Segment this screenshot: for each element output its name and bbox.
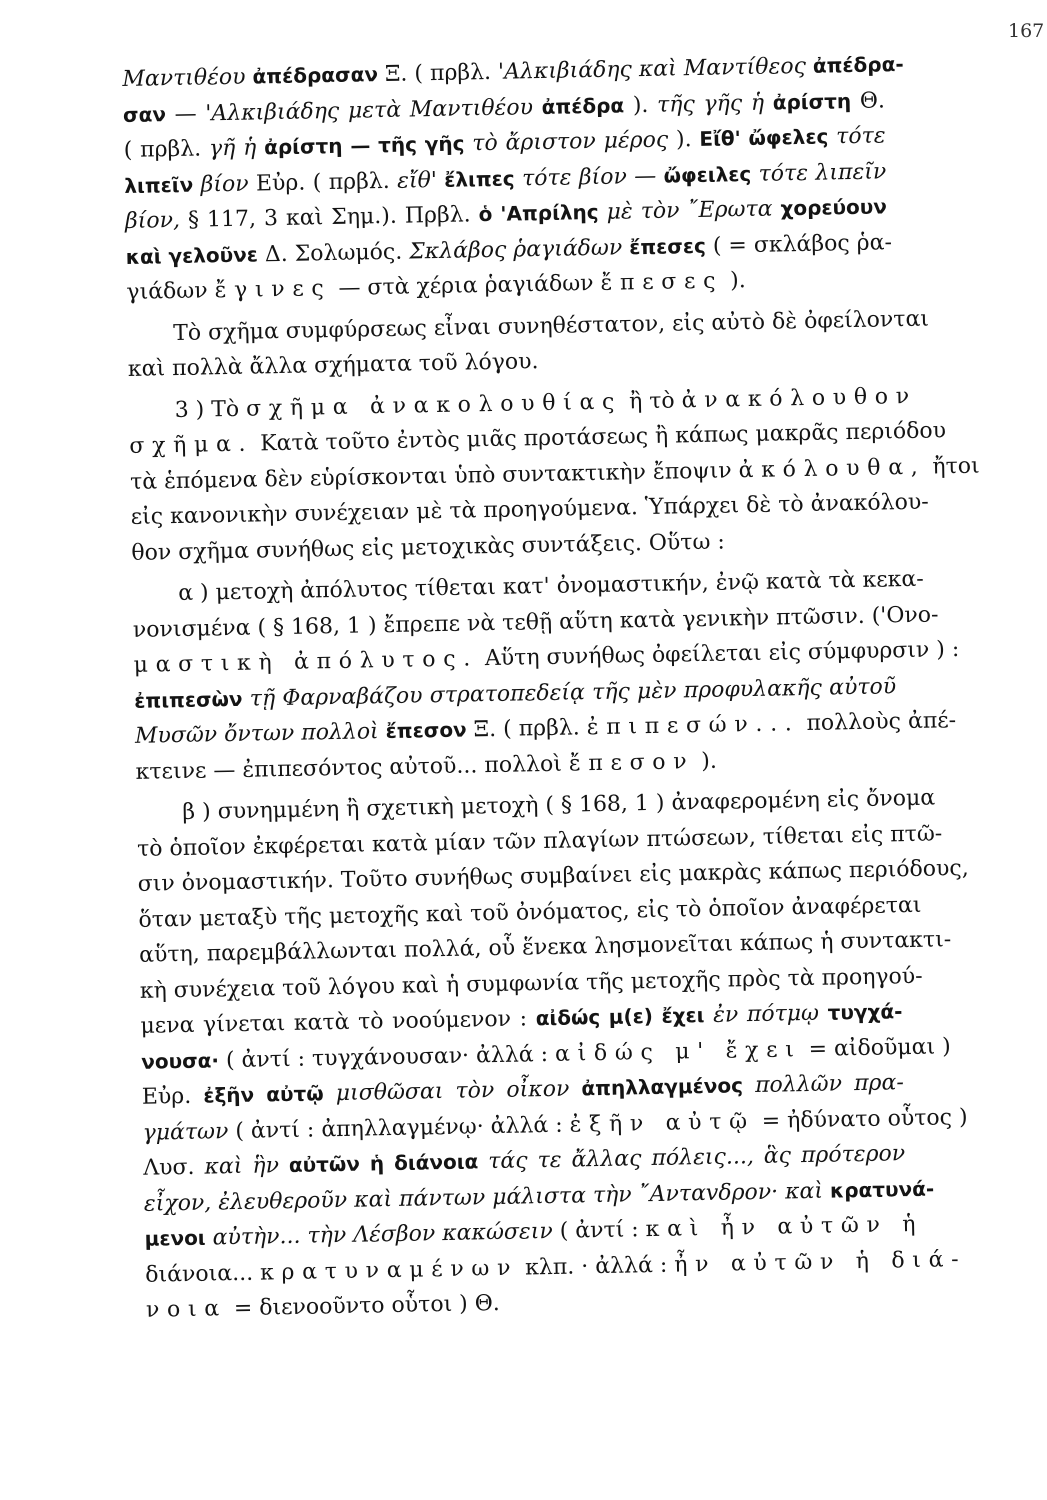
bold-text: μενοι [144, 1225, 206, 1251]
italic-text: εἴθ' [396, 167, 438, 194]
italic-text: πολλῶν πρα- [742, 1070, 904, 1099]
text-run: = ἠδύνατο οὗτος ) [754, 1104, 968, 1134]
bold-text: νουσα· [140, 1047, 220, 1074]
italic-text: καὶ ἣν [204, 1153, 280, 1180]
text-run: ). [722, 268, 746, 294]
page-number: 167 [1008, 20, 1045, 42]
bold-text: ἔπεσον [378, 717, 467, 744]
spaced-text: ἔγινες [214, 276, 332, 304]
text-run: διάνοια... [145, 1260, 261, 1288]
text-run: — στὰ χέρια ῥαγιάδων [331, 270, 601, 302]
spaced-text: καὶ ἦν αὐτῶν ἡ [645, 1211, 924, 1243]
bold-text: αἰδώς μ(ε) ἔχει [535, 1002, 705, 1031]
bold-text: αὐτῶν ἡ διάνοια [278, 1149, 479, 1178]
text-run: ( = σκλάβος ῥα- [705, 229, 893, 259]
italic-text: Μαντιθέου [122, 64, 246, 92]
italic-text: 'Αλκιβιάδης καὶ Μαντίθεος [497, 53, 807, 85]
text-run: Εὐρ. ( πρβλ. [248, 168, 398, 197]
italic-text: ἐν πότμῳ [704, 1000, 820, 1028]
bold-text: ἔλιπες [436, 165, 515, 192]
text-line: καὶ πολλὰ ἄλλα σχήματα τοῦ λόγου. [127, 349, 539, 382]
text-run: ἢ τὸ [621, 387, 682, 414]
spaced-text: ἐξῆν αὐτῷ [569, 1108, 756, 1138]
text-line: α ) μετοχὴ ἀπόλυτος τίθεται κατ' ὀνομαστικήν, ἐνῷ κατὰ τὰ κεκα- [177, 566, 924, 607]
text-run: Κατὰ τοῦτο ἐντὸς μιᾶς προτάσεως ἢ κάπως μακρᾶς περιόδου [253, 418, 947, 457]
bold-text: ἀπέδρα- [805, 51, 904, 78]
text-run: κτεινε — ἐπιπεσόντος αὐτοῦ... πολλοὶ [135, 751, 570, 785]
bold-text: ἀπηλλαγμένος [569, 1073, 744, 1101]
text-run: ). [623, 92, 658, 118]
spaced-text: ἐπιπεσών... [586, 711, 800, 741]
text-run: ). [694, 748, 718, 774]
bold-text: χορεύουν [772, 194, 888, 221]
text-run: ( ἀντί : τυγχάνουσαν· ἀλλά : [218, 1041, 556, 1073]
spaced-text: σχῆμα. [129, 431, 254, 459]
spaced-text: ἀνακόλουθον [681, 383, 918, 413]
italic-text: μὲ τὸν ῎Ερωτα [598, 196, 773, 225]
spaced-text: νοια [145, 1296, 228, 1323]
spaced-text: ἦν αὐτῶν ἡ διά- [673, 1246, 967, 1278]
text-run: ἤτοι [925, 453, 980, 480]
text-run: Λυσ. [143, 1154, 205, 1181]
italic-text: Μυσῶν ὄντων πολλοὶ [134, 719, 379, 749]
text-run: μενα γίνεται κατὰ τὸ νοούμενον : [140, 1006, 536, 1039]
text-line: θον σχῆμα συνήθως εἰς μετοχικὰς συντάξεις. Οὕτω : [131, 529, 726, 566]
text-line: τὸ ὁποῖον ἐκφέρεται κατὰ μίαν τῶν πλαγίων πτώσεων, τίθεται εἰς πτῶ- [136, 820, 943, 862]
italic-text: βίον, [124, 207, 181, 234]
bold-text: ὤφειλες [663, 161, 752, 188]
text-run: γιάδων [126, 278, 215, 305]
bold-text: καὶ γελοῦνε [125, 241, 259, 269]
bold-text: ἀπέδρασαν [252, 62, 379, 89]
bold-text: ἀρίστη [763, 88, 852, 115]
text-run: — [165, 100, 206, 127]
bold-text: σαν [122, 101, 167, 127]
bold-text: ὁ 'Απρίλης [478, 199, 599, 227]
text-run: ( ἀντί : ἀπηλλαγμένῳ· ἀλλά : [228, 1112, 570, 1144]
text-line: νονισμένα ( § 168, 1 ) ἔπρεπε νὰ τεθῇ αὕτη κατὰ γενικὴν πτῶσιν. ('Ονο- [132, 601, 939, 643]
italic-text: 'Αλκιβιάδης μετὰ Μαντιθέου [205, 94, 534, 126]
italic-text: τῇ Φαρναβάζου στρατοπεδείᾳ τῆς μὲν προφυλακῆς αὐτοῦ [242, 673, 897, 712]
italic-text: γῆ ἡ [208, 135, 257, 162]
spaced-text: αἰδώς μ' ἔχει [554, 1036, 802, 1067]
bold-text: Εἴθ' ὤφελες [699, 124, 829, 151]
bold-text: ἐπιπεσὼν [134, 686, 243, 713]
bold-text: ἐξῆν αὐτῷ [203, 1081, 324, 1108]
text-line: ὅταν μεταξὺ τῆς μετοχῆς καὶ τοῦ ὀνόματος, εἰς τὸ ὁποῖον ἀναφέρεται [138, 892, 922, 933]
spaced-text: σχῆμα ἀνακολουθίας [245, 388, 623, 422]
italic-text: τότε βίον — [514, 163, 664, 191]
italic-text: εἶχον, ἐλευθεροῦν καὶ πάντων μάλιστα τὴν ῎Ανταvδρον· καὶ [143, 1178, 824, 1217]
bold-text: τυγχά- [818, 999, 903, 1025]
italic-text: τάς τε ἄλλας πόλεις..., ἃς πρότερον [478, 1141, 906, 1175]
text-run: πολλοὺς ἀπέ- [799, 708, 957, 737]
text-line: σιν ὀνομαστικήν. Τοῦτο συνήθως συμβαίνει εἰς μακρὰς κάπως περιόδους, [137, 855, 969, 897]
bold-text: κρατυνά- [822, 1176, 935, 1203]
italic-text: τότε λιπεῖν [750, 158, 887, 187]
italic-text: γμάτων [142, 1118, 229, 1146]
bold-text: ἀπέδρα [532, 92, 625, 119]
bold-text: ἔπεσες [621, 233, 707, 259]
italic-text: τὸ ἄριστον μέρος [464, 127, 669, 157]
spaced-text: μαστικὴ ἀπόλυτος. [133, 646, 479, 678]
bold-text: λιπεῖν [124, 172, 194, 198]
text-line: αὕτη, παρεμβάλλωνται πολλά, οὗ ἕνεκα λησμονεῖται κάπως ἡ συντακτι- [138, 927, 952, 968]
italic-text: Σκλάβος ῥαγιάδων [408, 234, 623, 265]
text-run: Ξ. ( πρβλ. [377, 59, 499, 88]
text-run: Θ. [850, 87, 886, 114]
text-run: 3 ) Τὸ [174, 396, 247, 423]
italic-text: αὐτὴν... τὴν Λέσβον κακώσειν [205, 1218, 553, 1251]
text-run: ( ἀντί : [552, 1217, 646, 1244]
italic-text: βίον [192, 171, 249, 198]
spaced-text: ἀκόλουθα, [738, 454, 926, 483]
bold-text: ἀρίστη — τῆς γῆς [256, 131, 465, 160]
text-run: = διενοοῦντο οὗτοι ) Θ. [226, 1290, 501, 1322]
spaced-text: ἔπεσες [600, 268, 724, 296]
italic-text: τῆς γῆς ἡ [656, 90, 765, 118]
body-text [122, 47, 980, 1328]
text-line: β ) συνημμένη ἢ σχετικὴ μετοχὴ ( § 168, 1 ) ἀναφερομένη εἰς ὄνομα [182, 785, 936, 825]
text-run: Αὕτη συνήθως ὀφείλεται εἰς σύμφυρσιν ) : [477, 637, 960, 672]
text-run: Δ. Σολωμός. [257, 239, 410, 267]
text-run: ( πρβλ. [123, 136, 210, 163]
text-line: εἰς κανονικὴν συνέχειαν μὲ τὰ προηγούμενα. Ὑπάρχει δὲ τὸ ἀνακόλου- [130, 489, 929, 530]
text-run: τὰ ἑπόμενα δὲν εὑρίσκονται ὑπὸ συντακτικὴν ἔποψιν [129, 457, 739, 495]
italic-text: τότε [828, 123, 886, 150]
text-line: κὴ συνέχεια τοῦ λόγου καὶ ἡ συμφωνία τῆς μετοχῆς πρὸς τὰ προηγού- [139, 963, 923, 1004]
text-run: = αἰδοῦμαι ) [801, 1033, 951, 1062]
text-run: Ξ. ( πρβλ. [466, 715, 587, 743]
text-run: ). [667, 126, 700, 153]
text-line: Τὸ σχῆμα συμφύρσεως εἶναι συνηθέστατον, εἰς αὐτὸ δὲ ὀφείλονται [172, 306, 930, 346]
text-run: § 117, 3 καὶ Σημ.). Πρβλ. [179, 202, 479, 233]
spaced-text: ἔπεσον [568, 748, 695, 777]
spaced-text: κρατυναμένων [259, 1255, 519, 1286]
text-run: κλπ. · ἀλλά : [517, 1252, 675, 1281]
text-run: Εὐρ. [141, 1083, 204, 1110]
italic-text: μισθῶσαι τὸν οἶκον [323, 1076, 570, 1107]
